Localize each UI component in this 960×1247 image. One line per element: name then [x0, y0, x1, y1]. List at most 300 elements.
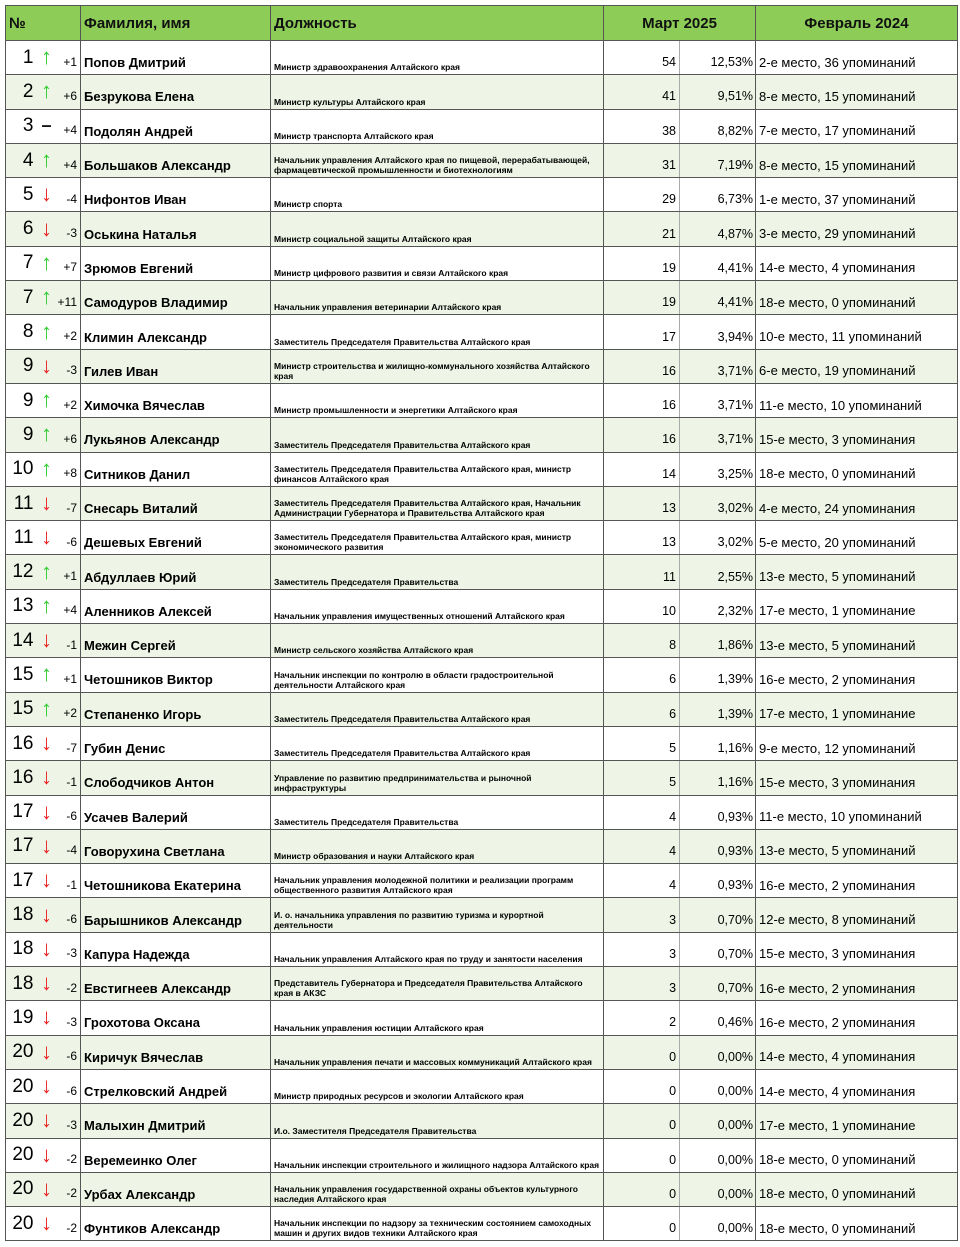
rank-cell: 17	[6, 864, 36, 898]
position-cell: Начальник управления имущественных отношений Алтайского края	[271, 589, 604, 623]
position-cell: Министр промышленности и энергетики Алтайского края	[271, 383, 604, 417]
feb-cell: 11-е место, 10 упоминаний	[756, 795, 958, 829]
table-row	[6, 486, 958, 520]
trend-cell	[36, 41, 58, 75]
name-cell: Губин Денис	[81, 726, 271, 760]
position-cell: Начальник управления государственной охраны объектов культурного наследия Алтайского края	[271, 1172, 604, 1206]
trend-cell	[36, 383, 58, 417]
position-cell: Заместитель Председателя Правительства Алтайского края	[271, 315, 604, 349]
rank-cell: 7	[6, 281, 36, 315]
feb-cell: 18-е место, 0 упоминаний	[756, 1207, 958, 1241]
delta-cell: -3	[58, 349, 81, 383]
rank-cell: 19	[6, 1001, 36, 1035]
name-cell: Ситников Данил	[81, 452, 271, 486]
march-count-cell: 0	[604, 1207, 680, 1241]
rank-cell: 7	[6, 246, 36, 280]
table-row	[6, 41, 958, 75]
arrow-up-icon: ↑	[41, 455, 52, 481]
march-percent-cell: 0,93%	[680, 864, 756, 898]
march-count-cell: 0	[604, 1035, 680, 1069]
name-cell: Попов Дмитрий	[81, 41, 271, 75]
trend-cell	[36, 1138, 58, 1172]
delta-cell: -6	[58, 795, 81, 829]
table-row	[6, 1001, 958, 1035]
march-percent-cell: 0,70%	[680, 898, 756, 932]
position-cell: Министр культуры Алтайского края	[271, 75, 604, 109]
rank-cell: 18	[6, 898, 36, 932]
trend-cell	[36, 967, 58, 1001]
table-row	[6, 898, 958, 932]
rank-cell: 2	[6, 75, 36, 109]
feb-cell: 17-е место, 1 упоминание	[756, 692, 958, 726]
trend-cell	[36, 932, 58, 966]
table-row	[6, 1172, 958, 1206]
march-count-cell: 19	[604, 246, 680, 280]
rank-cell: 6	[6, 212, 36, 246]
arrow-down-icon: ↓	[41, 215, 52, 241]
delta-cell: -3	[58, 212, 81, 246]
name-cell: Четошникова Екатерина	[81, 864, 271, 898]
position-cell: Представитель Губернатора и Председателя Правительства Алтайского края в АКЗС	[271, 967, 604, 1001]
march-percent-cell: 1,16%	[680, 761, 756, 795]
position-cell: И. о. начальника управления по развитию туризма и курортной деятельности	[271, 898, 604, 932]
position-cell: Начальник управления печати и массовых коммуникаций Алтайского края	[271, 1035, 604, 1069]
trend-cell	[36, 829, 58, 863]
name-cell: Степаненко Игорь	[81, 692, 271, 726]
march-percent-cell: 0,00%	[680, 1207, 756, 1241]
march-percent-cell: 3,71%	[680, 349, 756, 383]
march-count-cell: 0	[604, 1138, 680, 1172]
table-row	[6, 864, 958, 898]
arrow-down-icon: ↓	[41, 1175, 52, 1201]
delta-cell: -4	[58, 178, 81, 212]
feb-cell: 6-е место, 19 упоминаний	[756, 349, 958, 383]
feb-cell: 3-е место, 29 упоминаний	[756, 212, 958, 246]
arrow-down-icon: ↓	[41, 935, 52, 961]
delta-cell: +6	[58, 418, 81, 452]
march-count-cell: 16	[604, 349, 680, 383]
delta-cell: -2	[58, 1207, 81, 1241]
table-row	[6, 658, 958, 692]
trend-cell	[36, 315, 58, 349]
name-cell: Слободчиков Антон	[81, 761, 271, 795]
trend-cell	[36, 624, 58, 658]
name-cell: Четошников Виктор	[81, 658, 271, 692]
delta-cell: +4	[58, 143, 81, 177]
name-cell: Абдуллаев Юрий	[81, 555, 271, 589]
position-cell: Начальник управления ветеринарии Алтайского края	[271, 281, 604, 315]
trend-cell	[36, 349, 58, 383]
feb-cell: 8-е место, 15 упоминаний	[756, 75, 958, 109]
delta-cell: +7	[58, 246, 81, 280]
trend-cell	[36, 178, 58, 212]
position-cell: Управление по развитию предпринимательства и рыночной инфраструктуры	[271, 761, 604, 795]
rank-cell: 20	[6, 1035, 36, 1069]
delta-cell: +2	[58, 692, 81, 726]
name-cell: Дешевых Евгений	[81, 521, 271, 555]
table-row	[6, 1104, 958, 1138]
delta-cell: -6	[58, 1069, 81, 1103]
name-cell: Веремеинко Олег	[81, 1138, 271, 1172]
rank-cell: 9	[6, 418, 36, 452]
march-count-cell: 6	[604, 692, 680, 726]
header-feb: Февраль 2024	[756, 6, 958, 41]
trend-cell	[36, 658, 58, 692]
arrow-down-icon: ↓	[41, 1107, 52, 1133]
position-cell: Министр цифрового развития и связи Алтайского края	[271, 246, 604, 280]
rank-cell: 11	[6, 486, 36, 520]
trend-cell	[36, 75, 58, 109]
name-cell: Снесарь Виталий	[81, 486, 271, 520]
table-row	[6, 1138, 958, 1172]
march-percent-cell: 12,53%	[680, 41, 756, 75]
name-cell: Барышников Александр	[81, 898, 271, 932]
march-percent-cell: 3,94%	[680, 315, 756, 349]
name-cell: Оськина Наталья	[81, 212, 271, 246]
table-row	[6, 418, 958, 452]
arrow-down-icon: ↓	[41, 970, 52, 996]
arrow-up-icon: ↑	[41, 592, 52, 618]
table-row	[6, 212, 958, 246]
feb-cell: 10-е место, 11 упоминаний	[756, 315, 958, 349]
trend-cell	[36, 1069, 58, 1103]
name-cell: Аленников Алексей	[81, 589, 271, 623]
name-cell: Нифонтов Иван	[81, 178, 271, 212]
march-count-cell: 4	[604, 864, 680, 898]
delta-cell: +2	[58, 383, 81, 417]
feb-cell: 15-е место, 3 упоминания	[756, 932, 958, 966]
position-cell: Министр строительства и жилищно-коммунального хозяйства Алтайского края	[271, 349, 604, 383]
march-percent-cell: 0,46%	[680, 1001, 756, 1035]
position-cell: Начальник управления Алтайского края по труду и занятости населения	[271, 932, 604, 966]
rank-cell: 10	[6, 452, 36, 486]
march-percent-cell: 9,51%	[680, 75, 756, 109]
feb-cell: 15-е место, 3 упоминания	[756, 418, 958, 452]
position-cell: И.о. Заместителя Председателя Правительства	[271, 1104, 604, 1138]
position-cell: Начальник инспекции по надзору за техническим состоянием самоходных машин и других видов техники Алтайского края	[271, 1207, 604, 1241]
rank-cell: 16	[6, 726, 36, 760]
table-row	[6, 349, 958, 383]
trend-cell	[36, 452, 58, 486]
arrow-down-icon: ↓	[41, 867, 52, 893]
name-cell: Фунтиков Александр	[81, 1207, 271, 1241]
march-count-cell: 16	[604, 383, 680, 417]
delta-cell: +4	[58, 589, 81, 623]
feb-cell: 18-е место, 0 упоминаний	[756, 281, 958, 315]
march-count-cell: 4	[604, 795, 680, 829]
table-row	[6, 624, 958, 658]
march-count-cell: 3	[604, 932, 680, 966]
feb-cell: 11-е место, 10 упоминаний	[756, 383, 958, 417]
delta-cell: -2	[58, 967, 81, 1001]
feb-cell: 1-е место, 37 упоминаний	[756, 178, 958, 212]
march-percent-cell: 1,39%	[680, 658, 756, 692]
position-cell: Начальник управления Алтайского края по пищевой, перерабатывающей, фармацевтической промышленности и биотехнологиям	[271, 143, 604, 177]
march-percent-cell: 0,00%	[680, 1138, 756, 1172]
rank-cell: 11	[6, 521, 36, 555]
name-cell: Евстигнеев Александр	[81, 967, 271, 1001]
rank-cell: 9	[6, 383, 36, 417]
name-cell: Усачев Валерий	[81, 795, 271, 829]
table-row	[6, 967, 958, 1001]
march-count-cell: 13	[604, 521, 680, 555]
march-percent-cell: 0,00%	[680, 1172, 756, 1206]
position-cell: Заместитель Председателя Правительства Алтайского края	[271, 726, 604, 760]
rank-cell: 15	[6, 692, 36, 726]
rank-cell: 9	[6, 349, 36, 383]
arrow-down-icon: ↓	[41, 764, 52, 790]
arrow-up-icon: ↑	[41, 387, 52, 413]
arrow-down-icon: ↓	[41, 490, 52, 515]
name-cell: Химочка Вячеслав	[81, 383, 271, 417]
position-cell: Министр спорта	[271, 178, 604, 212]
trend-cell	[36, 246, 58, 280]
arrow-down-icon: ↓	[41, 730, 52, 756]
table-row	[6, 761, 958, 795]
trend-cell	[36, 555, 58, 589]
arrow-down-icon: ↓	[41, 1073, 52, 1099]
march-percent-cell: 3,71%	[680, 383, 756, 417]
arrow-down-icon: ↓	[41, 524, 52, 550]
march-count-cell: 0	[604, 1172, 680, 1206]
march-count-cell: 11	[604, 555, 680, 589]
arrow-up-icon: ↑	[41, 284, 52, 310]
arrow-up-icon: ↑	[41, 147, 52, 173]
table-row	[6, 1035, 958, 1069]
feb-cell: 14-е место, 4 упоминания	[756, 246, 958, 280]
trend-cell	[36, 281, 58, 315]
arrow-down-icon: ↓	[41, 832, 52, 858]
table-row	[6, 589, 958, 623]
table-row	[6, 281, 958, 315]
march-percent-cell: 4,41%	[680, 246, 756, 280]
position-cell: Министр социальной защиты Алтайского края	[271, 212, 604, 246]
march-count-cell: 3	[604, 898, 680, 932]
header-march: Март 2025	[604, 6, 756, 41]
rank-cell: 1	[6, 41, 36, 75]
dash-icon: –	[41, 115, 52, 136]
delta-cell: -3	[58, 1104, 81, 1138]
march-percent-cell: 4,41%	[680, 281, 756, 315]
march-percent-cell: 3,02%	[680, 521, 756, 555]
rank-cell: 20	[6, 1207, 36, 1241]
rank-cell: 20	[6, 1138, 36, 1172]
march-percent-cell: 7,19%	[680, 143, 756, 177]
march-percent-cell: 2,32%	[680, 589, 756, 623]
march-count-cell: 0	[604, 1104, 680, 1138]
table-row	[6, 795, 958, 829]
delta-cell: -6	[58, 1035, 81, 1069]
position-cell: Заместитель Председателя Правительства	[271, 555, 604, 589]
delta-cell: -6	[58, 521, 81, 555]
march-percent-cell: 3,02%	[680, 486, 756, 520]
feb-cell: 13-е место, 5 упоминаний	[756, 624, 958, 658]
march-count-cell: 17	[604, 315, 680, 349]
delta-cell: +1	[58, 658, 81, 692]
march-percent-cell: 0,00%	[680, 1035, 756, 1069]
march-percent-cell: 2,55%	[680, 555, 756, 589]
position-cell: Начальник управления молодежной политики и реализации программ общественного развития Алтайского края	[271, 864, 604, 898]
arrow-down-icon: ↓	[41, 181, 52, 207]
rank-cell: 18	[6, 932, 36, 966]
delta-cell: -6	[58, 898, 81, 932]
trend-cell	[36, 1104, 58, 1138]
rank-cell: 15	[6, 658, 36, 692]
feb-cell: 17-е место, 1 упоминание	[756, 589, 958, 623]
arrow-up-icon: ↑	[41, 318, 52, 344]
delta-cell: +4	[58, 109, 81, 143]
feb-cell: 16-е место, 2 упоминания	[756, 967, 958, 1001]
rank-cell: 18	[6, 967, 36, 1001]
table-row	[6, 1069, 958, 1103]
position-cell: Заместитель Председателя Правительства Алтайского края, министр экономического развития	[271, 521, 604, 555]
position-cell: Начальник инспекции по контролю в области градостроительной деятельности Алтайского края	[271, 658, 604, 692]
march-percent-cell: 3,25%	[680, 452, 756, 486]
name-cell: Подолян Андрей	[81, 109, 271, 143]
feb-cell: 5-е место, 20 упоминаний	[756, 521, 958, 555]
feb-cell: 2-е место, 36 упоминаний	[756, 41, 958, 75]
feb-cell: 14-е место, 4 упоминания	[756, 1069, 958, 1103]
arrow-down-icon: ↓	[41, 798, 52, 824]
feb-cell: 18-е место, 0 упоминаний	[756, 1172, 958, 1206]
feb-cell: 16-е место, 2 упоминания	[756, 864, 958, 898]
delta-cell: -7	[58, 726, 81, 760]
trend-cell	[36, 726, 58, 760]
trend-cell	[36, 1172, 58, 1206]
name-cell: Самодуров Владимир	[81, 281, 271, 315]
feb-cell: 7-е место, 17 упоминаний	[756, 109, 958, 143]
feb-cell: 16-е место, 2 упоминания	[756, 1001, 958, 1035]
rank-cell: 20	[6, 1172, 36, 1206]
march-count-cell: 8	[604, 624, 680, 658]
trend-cell	[36, 692, 58, 726]
march-count-cell: 16	[604, 418, 680, 452]
delta-cell: -4	[58, 829, 81, 863]
march-count-cell: 14	[604, 452, 680, 486]
feb-cell: 18-е место, 0 упоминаний	[756, 1138, 958, 1172]
march-count-cell: 19	[604, 281, 680, 315]
rank-cell: 8	[6, 315, 36, 349]
feb-cell: 16-е место, 2 упоминания	[756, 658, 958, 692]
table-row	[6, 452, 958, 486]
trend-cell	[36, 1001, 58, 1035]
march-count-cell: 3	[604, 967, 680, 1001]
table-row	[6, 315, 958, 349]
march-percent-cell: 4,87%	[680, 212, 756, 246]
trend-cell	[36, 143, 58, 177]
rank-cell: 12	[6, 555, 36, 589]
position-cell: Заместитель Председателя Правительства Алтайского края, министр финансов Алтайского края	[271, 452, 604, 486]
header-position: Должность	[271, 6, 604, 41]
name-cell: Безрукова Елена	[81, 75, 271, 109]
march-count-cell: 41	[604, 75, 680, 109]
table-row	[6, 829, 958, 863]
delta-cell: +11	[58, 281, 81, 315]
feb-cell: 13-е место, 5 упоминаний	[756, 555, 958, 589]
rank-cell: 3	[6, 109, 36, 143]
march-count-cell: 10	[604, 589, 680, 623]
feb-cell: 9-е место, 12 упоминаний	[756, 726, 958, 760]
position-cell: Министр транспорта Алтайского края	[271, 109, 604, 143]
delta-cell: -3	[58, 1001, 81, 1035]
arrow-down-icon: ↓	[41, 627, 52, 653]
name-cell: Малыхин Дмитрий	[81, 1104, 271, 1138]
position-cell: Министр природных ресурсов и экологии Алтайского края	[271, 1069, 604, 1103]
name-cell: Межин Сергей	[81, 624, 271, 658]
header-row	[6, 6, 958, 41]
table-row	[6, 178, 958, 212]
rank-cell: 20	[6, 1069, 36, 1103]
arrow-up-icon: ↑	[41, 421, 52, 447]
table-row	[6, 555, 958, 589]
position-cell: Заместитель Председателя Правительства	[271, 795, 604, 829]
table-row	[6, 246, 958, 280]
position-cell: Заместитель Председателя Правительства Алтайского края, Начальник Администрации Губернатора и Правительства Алтайского края	[271, 486, 604, 520]
march-count-cell: 0	[604, 1069, 680, 1103]
position-cell: Министр образования и науки Алтайского края	[271, 829, 604, 863]
rank-cell: 13	[6, 589, 36, 623]
name-cell: Гилев Иван	[81, 349, 271, 383]
march-count-cell: 21	[604, 212, 680, 246]
march-percent-cell: 1,39%	[680, 692, 756, 726]
rank-cell: 14	[6, 624, 36, 658]
trend-cell	[36, 864, 58, 898]
table-row	[6, 932, 958, 966]
arrow-up-icon: ↑	[41, 661, 52, 687]
march-count-cell: 54	[604, 41, 680, 75]
march-percent-cell: 0,00%	[680, 1069, 756, 1103]
march-count-cell: 4	[604, 829, 680, 863]
arrow-down-icon: ↓	[41, 901, 52, 927]
name-cell: Зрюмов Евгений	[81, 246, 271, 280]
table-row	[6, 75, 958, 109]
march-count-cell: 2	[604, 1001, 680, 1035]
delta-cell: +2	[58, 315, 81, 349]
march-count-cell: 38	[604, 109, 680, 143]
name-cell: Грохотова Оксана	[81, 1001, 271, 1035]
trend-cell	[36, 1207, 58, 1241]
march-count-cell: 5	[604, 761, 680, 795]
arrow-up-icon: ↑	[41, 249, 52, 275]
delta-cell: -1	[58, 761, 81, 795]
rank-cell: 17	[6, 795, 36, 829]
delta-cell: -2	[58, 1138, 81, 1172]
arrow-down-icon: ↓	[41, 1141, 52, 1167]
delta-cell: -2	[58, 1172, 81, 1206]
position-cell: Министр здравоохранения Алтайского края	[271, 41, 604, 75]
arrow-down-icon: ↓	[41, 1210, 52, 1236]
table-row	[6, 383, 958, 417]
arrow-up-icon: ↑	[41, 78, 52, 104]
feb-cell: 14-е место, 4 упоминания	[756, 1035, 958, 1069]
name-cell: Говорухина Светлана	[81, 829, 271, 863]
name-cell: Климин Александр	[81, 315, 271, 349]
name-cell: Киричук Вячеслав	[81, 1035, 271, 1069]
feb-cell: 13-е место, 5 упоминаний	[756, 829, 958, 863]
trend-cell	[36, 212, 58, 246]
rank-cell: 16	[6, 761, 36, 795]
feb-cell: 17-е место, 1 упоминание	[756, 1104, 958, 1138]
rank-cell: 5	[6, 178, 36, 212]
trend-cell	[36, 898, 58, 932]
feb-cell: 4-е место, 24 упоминания	[756, 486, 958, 520]
march-percent-cell: 1,16%	[680, 726, 756, 760]
march-count-cell: 31	[604, 143, 680, 177]
position-cell: Министр сельского хозяйства Алтайского края	[271, 624, 604, 658]
delta-cell: -1	[58, 864, 81, 898]
trend-cell	[36, 795, 58, 829]
feb-cell: 12-е место, 8 упоминаний	[756, 898, 958, 932]
